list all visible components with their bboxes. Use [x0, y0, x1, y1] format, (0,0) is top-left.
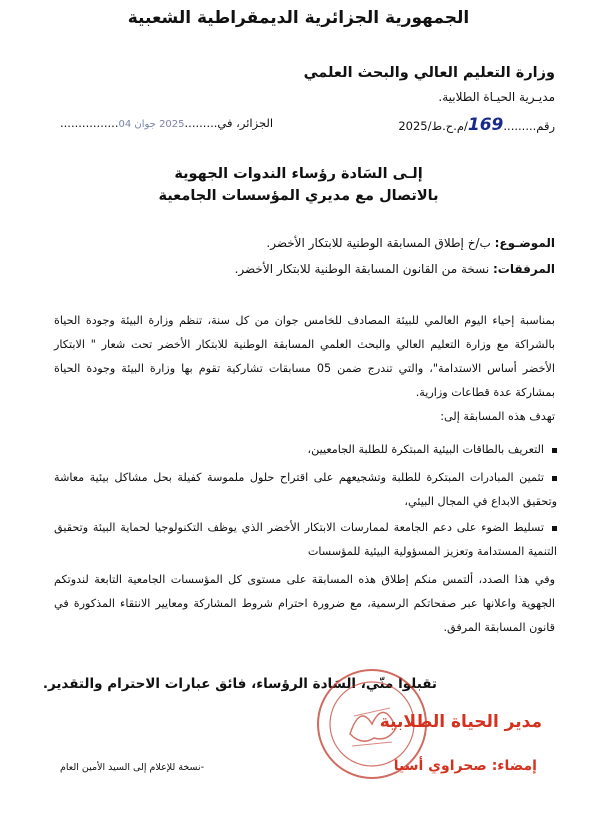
- attachments-line: [235, 262, 555, 276]
- reference-number: 169: [467, 115, 504, 135]
- signer-name: إمضاء: صحراوي أسيا: [393, 758, 537, 774]
- subject-label: الموضـوع:: [494, 236, 555, 250]
- bullet-text: تثمين المبادرات المبتكرة للطلبة وتشجيعهم على اقتراح حلول ملموسة كفيلة بحل مشاكل بيئية معاشة وتحقيق الابداع في المجال البيئي،: [54, 471, 557, 508]
- bullet-item: [54, 466, 557, 514]
- bullet-text: التعريف بالطاقات البيئية المبتكرة للطلبة الجامعيين،: [307, 443, 544, 456]
- signer-title: مدير الحياة الطلابية: [379, 712, 542, 732]
- attachments-label: المرفقات:: [493, 262, 555, 276]
- closing-line: تقبلوا منّي، السَادة الرؤساء، فائق عبارات الاحترام والتقدير.: [42, 676, 437, 692]
- subject-text: ب/خ إطلاق المسابقة الوطنية للابتكار الأخضر.: [266, 236, 495, 250]
- place-date-line: [60, 116, 273, 130]
- subject-line: [266, 236, 555, 250]
- body-paragraph-2: وفي هذا الصدد، ألتمس منكم إطلاق هذه المسابقة على مستوى كل المؤسسات الجامعية التابعة لندوتكم الجهوية واعلانها عبر صفحاتكم الرسمية، مع ضرورة احترام شروط المشاركة ومعايير الانتقاء المذكورة في قانون المسابقة المرفق.: [54, 573, 555, 634]
- body-paragraph-1: بمناسبة إحياء اليوم العالمي للبيئة المصادف للخامس جوان من كل سنة، تنظم وزارة البيئة وجودة الحياة بالشراكة مع وزارة التعليم العالي والبحث العلمي المسابقة الوطنية للابتكار الأخضر تحت شعار " الابتكار الأخضر أساس الاستدامة"، والتي تندرج ضمن 05 مسابقات تشاركية تقوم بها وزارة البيئة وجودة الحياة بمشاركة عدة قطاعات وزارية.: [54, 314, 555, 399]
- directorate-name: مديـرية الحيـاة الطلابية.: [438, 90, 555, 104]
- bullet-icon: [552, 476, 557, 481]
- copy-note: -نسخة للإعلام إلى السيد الأمين العام: [60, 762, 205, 773]
- bullet-icon: [552, 448, 557, 453]
- addressee-line-2: بالاتصال مع مديري المؤسسات الجامعية: [158, 188, 439, 204]
- bullet-text: تسليط الضوء على دعم الجامعة لممارسات الابتكار الأخضر الذي يوظف التكنولوجيا لحماية البيئة وتحقيق التنمية المستدامة وتعزيز المسؤولية البيئية للمؤسسات: [54, 521, 557, 558]
- reference-line: [398, 115, 555, 135]
- date-dots: ................: [60, 116, 119, 130]
- date-stamp: 2025 جوان 04: [118, 119, 185, 130]
- goals-intro: تهدف هذه المسابقة إلى:: [440, 410, 555, 423]
- reference-suffix: /م.ح.ط/2025: [398, 119, 468, 133]
- place-label: الجزائر، في.........: [184, 116, 274, 130]
- republic-header: الجمهورية الجزائرية الديمقراطية الشعبية: [127, 8, 470, 28]
- ministry-name: وزارة التعليم العالي والبحث العلمي: [303, 65, 555, 81]
- bullet-icon: [552, 526, 557, 531]
- reference-prefix: رقم.........: [503, 119, 555, 133]
- bullet-item: [54, 516, 557, 564]
- attachments-text: نسخة من القانون المسابقة الوطنية للابتكار الأخضر.: [234, 262, 493, 276]
- addressee-line-1: إلـى السَادة رؤساء الندوات الجهوية: [174, 166, 423, 182]
- bullet-item: [54, 438, 557, 462]
